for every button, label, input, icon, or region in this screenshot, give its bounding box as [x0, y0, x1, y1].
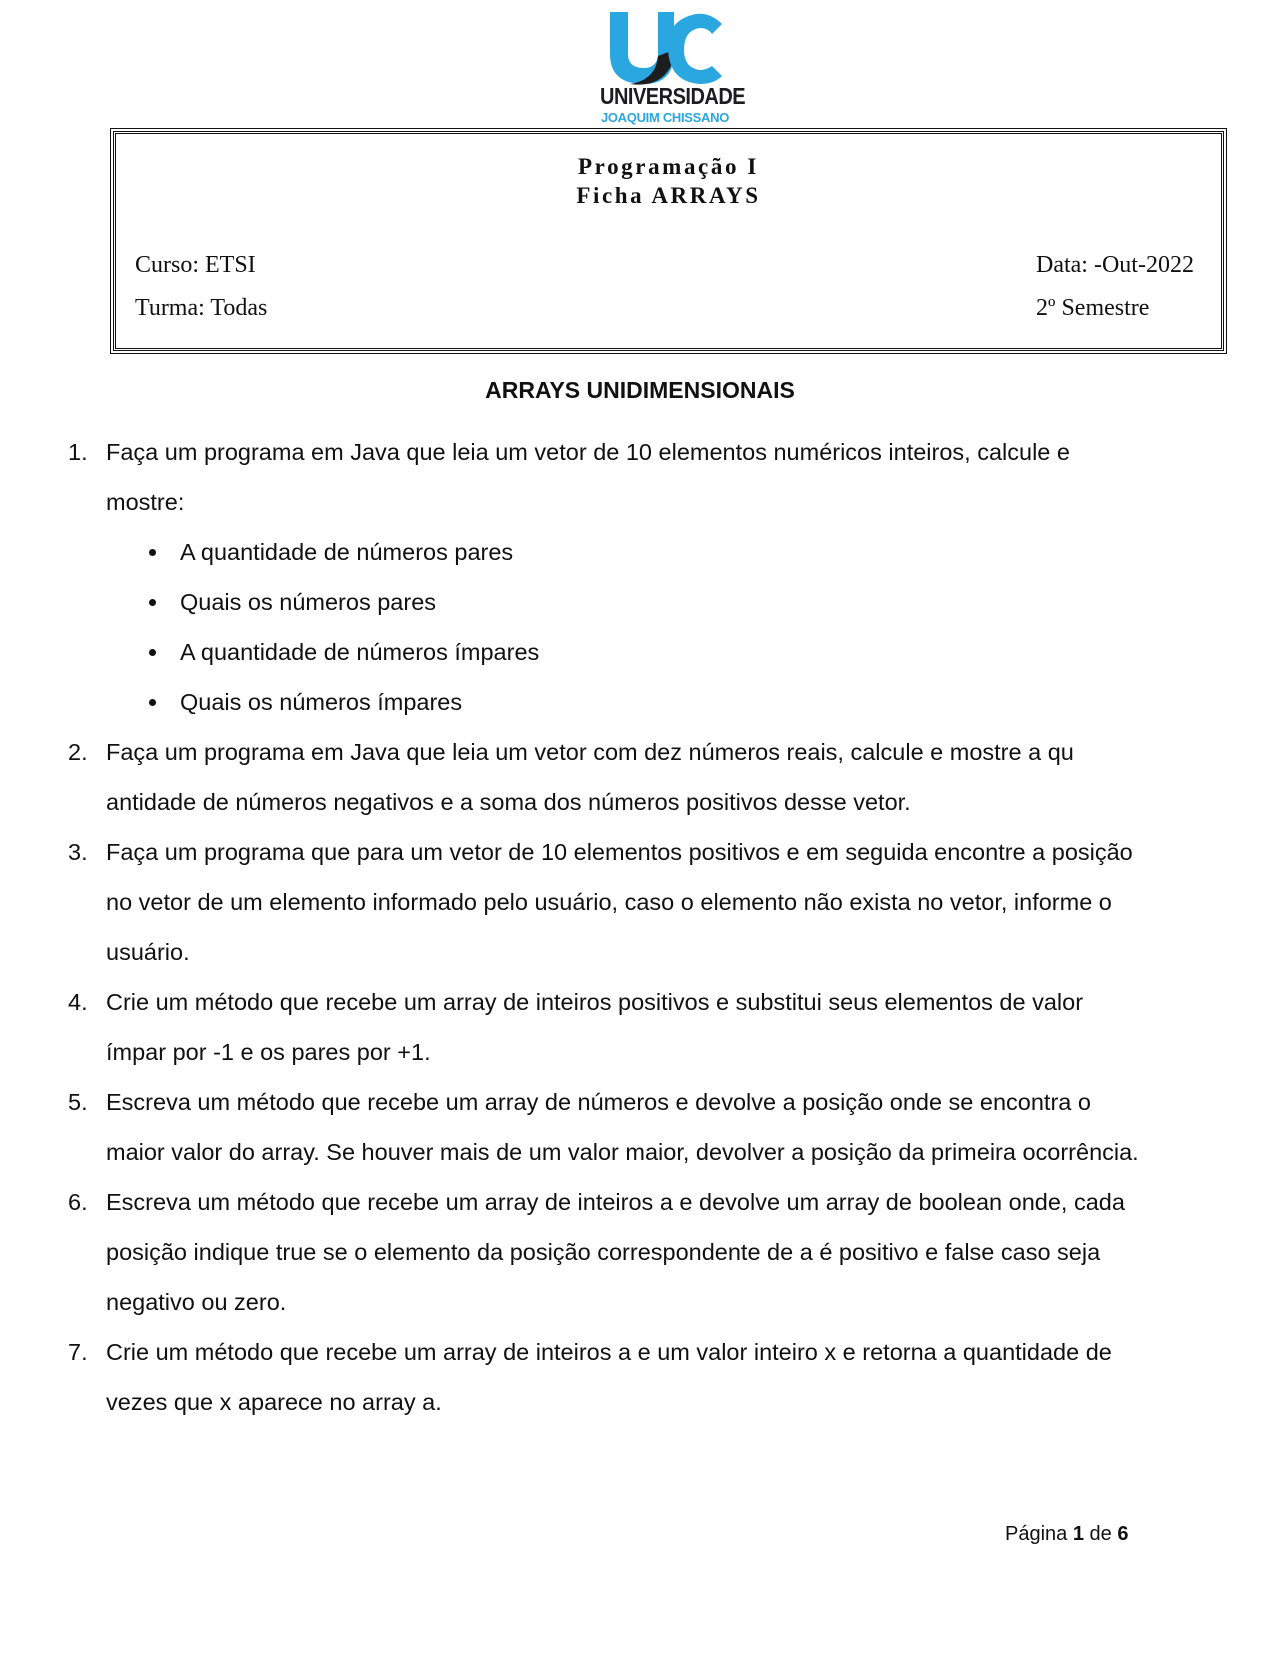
logo-text-joaquim-chissano: JOAQUIM CHISSANO: [600, 110, 730, 125]
exercise-number: 3.: [68, 839, 88, 865]
page-footer: [1005, 1523, 1128, 1546]
date-field: Data: -Out-2022: [1036, 252, 1194, 278]
exercise-text: Faça um programa em Java que leia um vetor com dez números reais, calcule e mostre a qu antidade de números negativos e a soma dos números positivos desse vetor.: [106, 739, 1074, 815]
worksheet-title: Ficha ARRAYS: [576, 183, 761, 208]
university-logo: [600, 10, 746, 125]
turma-field: Turma: Todas: [135, 295, 268, 321]
exercise-text: Crie um método que recebe um array de inteiros positivos e substitui seus elementos de valor ímpar por -1 e os pares por +1.: [106, 989, 1084, 1065]
exercise-text: Faça um programa em Java que leia um vetor de 10 elementos numéricos inteiros, calcule e mostre:: [106, 439, 1070, 515]
exercise-number: 4.: [68, 989, 88, 1015]
bullet-item: A quantidade de números ímpares: [68, 627, 1148, 677]
curso-field: Curso: ETSI: [135, 252, 256, 278]
footer-separator: de: [1089, 1523, 1112, 1545]
uc-logo-mark: [600, 10, 730, 90]
exercise-number: 1.: [68, 439, 88, 465]
exercise-item: [68, 427, 1148, 727]
course-title: Programação I: [578, 154, 759, 179]
exercise-text: Escreva um método que recebe um array de inteiros a e devolve um array de boolean onde, cada posição indique true se o elemento da posição correspondente de a é positivo e false caso seja negativo ou zero.: [106, 1189, 1125, 1315]
bullet-item: Quais os números ímpares: [68, 677, 1148, 727]
exercise-item: [68, 1327, 1148, 1427]
exercise-item: [68, 727, 1148, 827]
exercise-number: 6.: [68, 1189, 88, 1215]
exercise-text: Escreva um método que recebe um array de números e devolve a posição onde se encontra o maior valor do array. Se houver mais de um valor maior, devolver a posição da primeira ocorrência.: [106, 1089, 1139, 1165]
section-heading: ARRAYS UNIDIMENSIONAIS: [485, 377, 795, 403]
footer-page-label: Página: [1005, 1523, 1068, 1545]
logo-text-universidade: UNIVERSIDADE: [600, 84, 746, 110]
semester-field: 2º Semestre: [1036, 295, 1150, 321]
exercise-text: Faça um programa que para um vetor de 10 elementos positivos e em seguida encontre a posição no vetor de um elemento informado pelo usuário, caso o elemento não exista no vetor, informe o usuário.: [106, 839, 1133, 965]
bullet-item: A quantidade de números pares: [68, 527, 1148, 577]
exercise-number: 7.: [68, 1339, 88, 1365]
exercise-bullet-list: [106, 527, 1148, 727]
document-header-box: [113, 131, 1224, 351]
footer-total-pages: 6: [1117, 1523, 1129, 1545]
exercise-number: 5.: [68, 1089, 88, 1115]
bullet-item: Quais os números pares: [68, 577, 1148, 627]
footer-current-page: 1: [1072, 1523, 1084, 1545]
exercise-text: Crie um método que recebe um array de inteiros a e um valor inteiro x e retorna a quantidade de vezes que x aparece no array a.: [106, 1339, 1112, 1415]
exercise-item: [68, 977, 1148, 1077]
exercise-list: [68, 427, 1148, 1427]
exercise-item: [68, 1177, 1148, 1327]
exercise-number: 2.: [68, 739, 88, 765]
exercise-item: [68, 1077, 1148, 1177]
exercise-item: [68, 827, 1148, 977]
